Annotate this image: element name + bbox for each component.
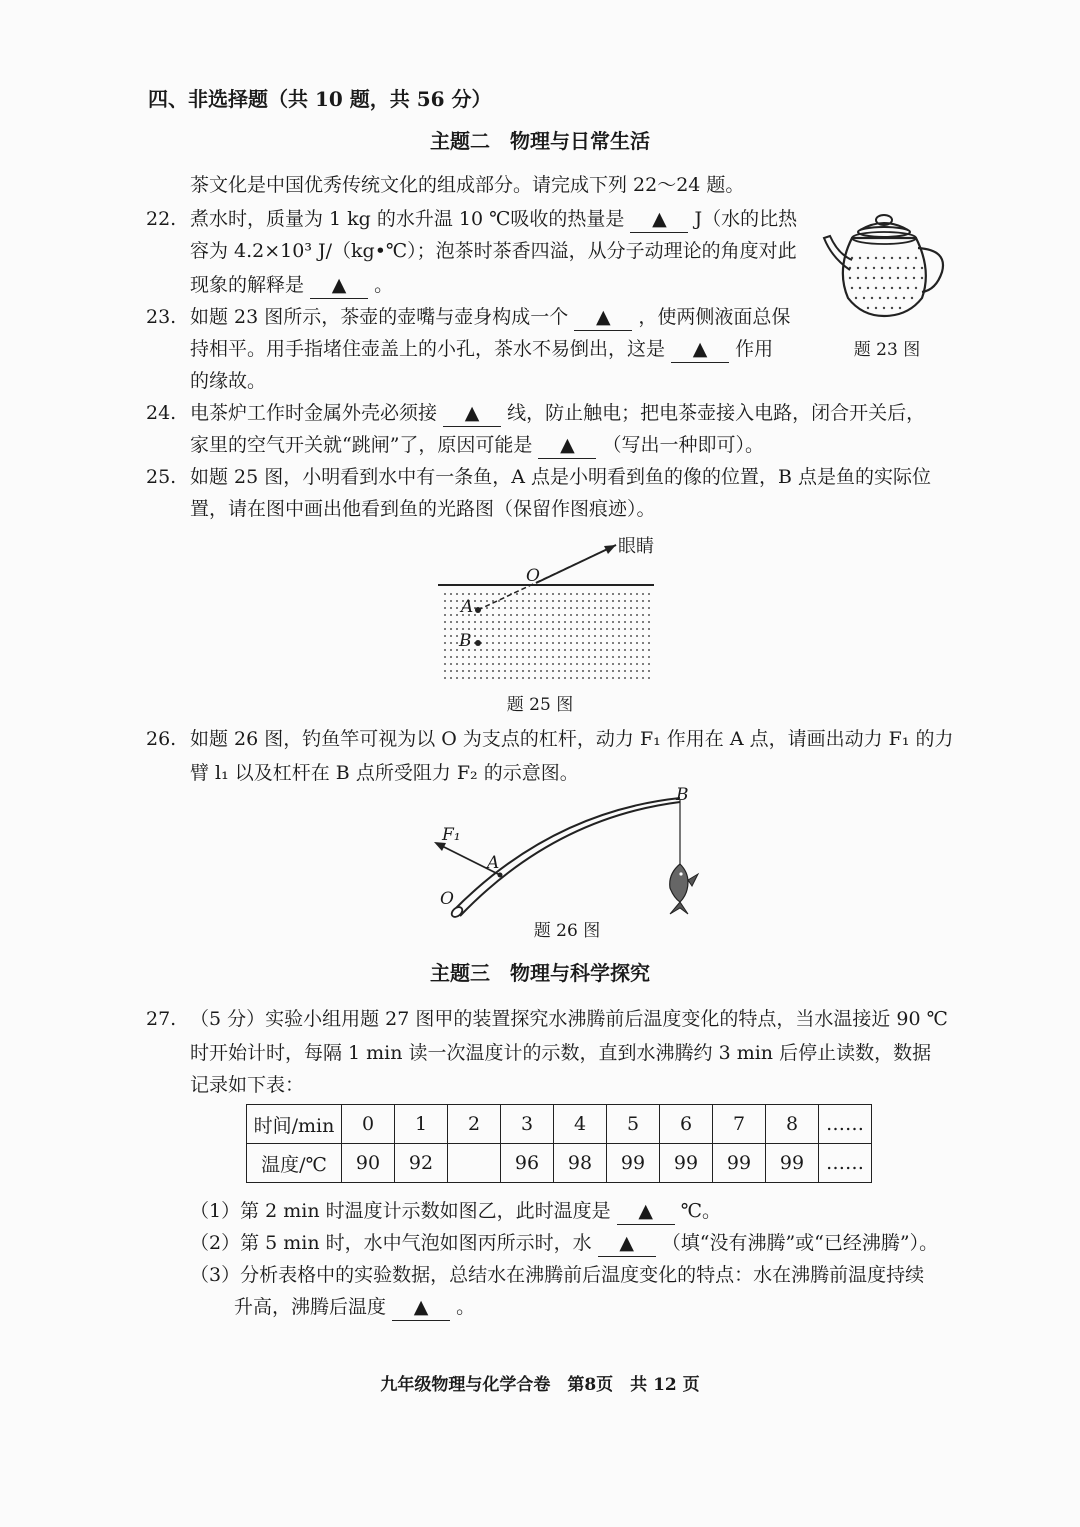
q25-b-label: B	[459, 631, 472, 651]
theme2-title: 主题二 物理与日常生活	[430, 129, 650, 153]
table-cell: 99	[713, 1144, 766, 1183]
q22-blank2[interactable]: ▲	[310, 272, 368, 299]
q26-line2: 臂 l₁ 以及杠杆在 B 点所受阻力 F₂ 的示意图。	[190, 762, 579, 784]
q27-sub1-a: （1）第 2 min 时温度计示数如图乙，此时温度是	[190, 1200, 611, 1222]
q26-figure	[430, 782, 710, 922]
q24-number: 24.	[146, 402, 177, 424]
q27-sub2	[190, 1230, 938, 1257]
table-row-temperature	[247, 1144, 872, 1183]
table-cell: 4	[554, 1105, 607, 1144]
q22-line3	[190, 272, 393, 299]
table-row-time	[247, 1105, 872, 1144]
q26-line1: 如题 26 图，钓鱼竿可视为以 O 为支点的杠杆，动力 F₁ 作用在 A 点，请画出动力 F₁ 的力	[190, 728, 954, 750]
q25-figure-caption: 题 25 图	[506, 695, 574, 715]
q25-eye-label: 眼睛	[618, 536, 654, 557]
q22-line2: 容为 4.2×10³ J/（kg•℃）；泡茶时茶香四溢，从分子动理论的角度对此	[190, 240, 797, 262]
table-cell: 3	[501, 1105, 554, 1144]
q27-line3: 记录如下表：	[190, 1074, 305, 1096]
table-cell: 5	[607, 1105, 660, 1144]
table-header-temperature: 温度/℃	[247, 1144, 342, 1183]
q22-blank1[interactable]: ▲	[630, 206, 688, 233]
q27-blank2[interactable]: ▲	[598, 1230, 656, 1257]
teapot-figure	[822, 208, 952, 320]
table-cell: 98	[554, 1144, 607, 1183]
page-footer: 九年级物理与化学合卷 第8页 共 12 页	[380, 1375, 700, 1395]
q25-figure	[436, 530, 696, 690]
q27-number: 27.	[146, 1008, 177, 1030]
q27-sub1-b: ℃。	[680, 1200, 721, 1222]
q27-sub1	[190, 1198, 721, 1225]
q25-line2: 置，请在图中画出他看到鱼的光路图（保留作图痕迹）。	[190, 498, 656, 520]
table-cell: 7	[713, 1105, 766, 1144]
table-cell: 8	[766, 1105, 819, 1144]
q22-line1	[190, 206, 797, 233]
table-header-time: 时间/min	[247, 1105, 342, 1144]
q24-blank1[interactable]: ▲	[443, 400, 501, 427]
q26-figure-caption: 题 26 图	[533, 921, 601, 941]
q25-o-label: O	[526, 566, 540, 586]
q27-sub2-b: （填“没有沸腾”或“已经沸腾”）。	[661, 1232, 939, 1254]
q23-line1-b: ，使两侧液面总保	[638, 306, 791, 328]
q25-a-label: A	[461, 597, 474, 617]
q24-line1	[190, 400, 925, 427]
q27-blank3[interactable]: ▲	[392, 1294, 450, 1321]
table-cell: 99	[766, 1144, 819, 1183]
q22-line3-a: 现象的解释是	[190, 274, 305, 296]
q24-line2	[190, 432, 764, 459]
table-cell: 6	[660, 1105, 713, 1144]
q24-line2-a: 家里的空气开关就“跳闸”了，原因可能是	[190, 434, 533, 456]
q27-sub2-a: （2）第 5 min 时，水中气泡如图丙所示时，水	[190, 1232, 592, 1254]
q26-number: 26.	[146, 728, 177, 750]
q23-number: 23.	[146, 306, 177, 328]
q27-sub3-line2-a: 升高，沸腾后温度	[234, 1296, 387, 1318]
q23-line3: 的缘故。	[190, 370, 267, 392]
q23-line2	[190, 336, 773, 363]
q26-o-label: O	[440, 889, 454, 909]
q27-line2: 时开始计时，每隔 1 min 读一次温度计的示数，直到水沸腾约 3 min 后停止读数，数据	[190, 1042, 932, 1064]
q24-line1-a: 电茶炉工作时金属外壳必须接	[190, 402, 438, 424]
q27-sub3-line2-b: 。	[456, 1296, 476, 1318]
q26-f1-label: F₁	[442, 825, 461, 845]
table-cell: 92	[395, 1144, 448, 1183]
q24-line2-b: （写出一种即可）。	[602, 434, 765, 456]
q23-blank2[interactable]: ▲	[671, 336, 729, 363]
q25-line1: 如题 25 图，小明看到水中有一条鱼，A 点是小明看到鱼的像的位置，B 点是鱼的实际位	[190, 466, 932, 488]
table-cell: 96	[501, 1144, 554, 1183]
table-cell-empty[interactable]	[448, 1144, 501, 1183]
q23-line2-a: 持相平。用手指堵住壶盖上的小孔，茶水不易倒出，这是	[190, 338, 666, 360]
q27-sub3-line1: （3）分析表格中的实验数据，总结水在沸腾前后温度变化的特点：水在沸腾前温度持续	[190, 1264, 925, 1286]
q23-line1-a: 如题 23 图所示，茶壶的壶嘴与壶身构成一个	[190, 306, 569, 328]
q26-b-label: B	[676, 785, 689, 805]
q27-blank1[interactable]: ▲	[617, 1198, 675, 1225]
table-cell: 99	[607, 1144, 660, 1183]
table-cell: 0	[342, 1105, 395, 1144]
q23-line1	[190, 304, 790, 331]
q25-number: 25.	[146, 466, 177, 488]
q27-line1: （5 分）实验小组用题 27 图甲的装置探究水沸腾前后温度变化的特点，当水温接近 90 ℃	[190, 1008, 948, 1030]
q25-water-dots	[444, 593, 650, 679]
section-header: 四、非选择题（共 10 题，共 56 分）	[148, 87, 492, 111]
table-cell: 1	[395, 1105, 448, 1144]
q22-number: 22.	[146, 208, 177, 230]
theme3-title: 主题三 物理与科学探究	[430, 961, 650, 985]
table-cell: 90	[342, 1144, 395, 1183]
table-cell: 99	[660, 1144, 713, 1183]
intro-text: 茶文化是中国优秀传统文化的组成部分。请完成下列 22～24 题。	[190, 174, 745, 196]
q23-blank1[interactable]: ▲	[574, 304, 632, 331]
q27-sub3-line2	[234, 1294, 475, 1321]
q22-line3-b: 。	[374, 274, 394, 296]
q23-line2-b: 作用	[735, 338, 774, 360]
q24-blank2[interactable]: ▲	[538, 432, 596, 459]
table-cell: 2	[448, 1105, 501, 1144]
q26-a-label: A	[487, 853, 500, 873]
q23-figure-caption: 题 23 图	[853, 340, 921, 360]
table-cell: ……	[819, 1144, 872, 1183]
table-cell: ……	[819, 1105, 872, 1144]
q24-line1-b: 线，防止触电；把电茶壶接入电路，闭合开关后，	[507, 402, 926, 424]
q27-data-table	[246, 1104, 872, 1183]
q22-line1-b: J（水的比热	[694, 208, 798, 230]
q22-line1-a: 煮水时，质量为 1 kg 的水升温 10 ℃吸收的热量是	[190, 208, 625, 230]
